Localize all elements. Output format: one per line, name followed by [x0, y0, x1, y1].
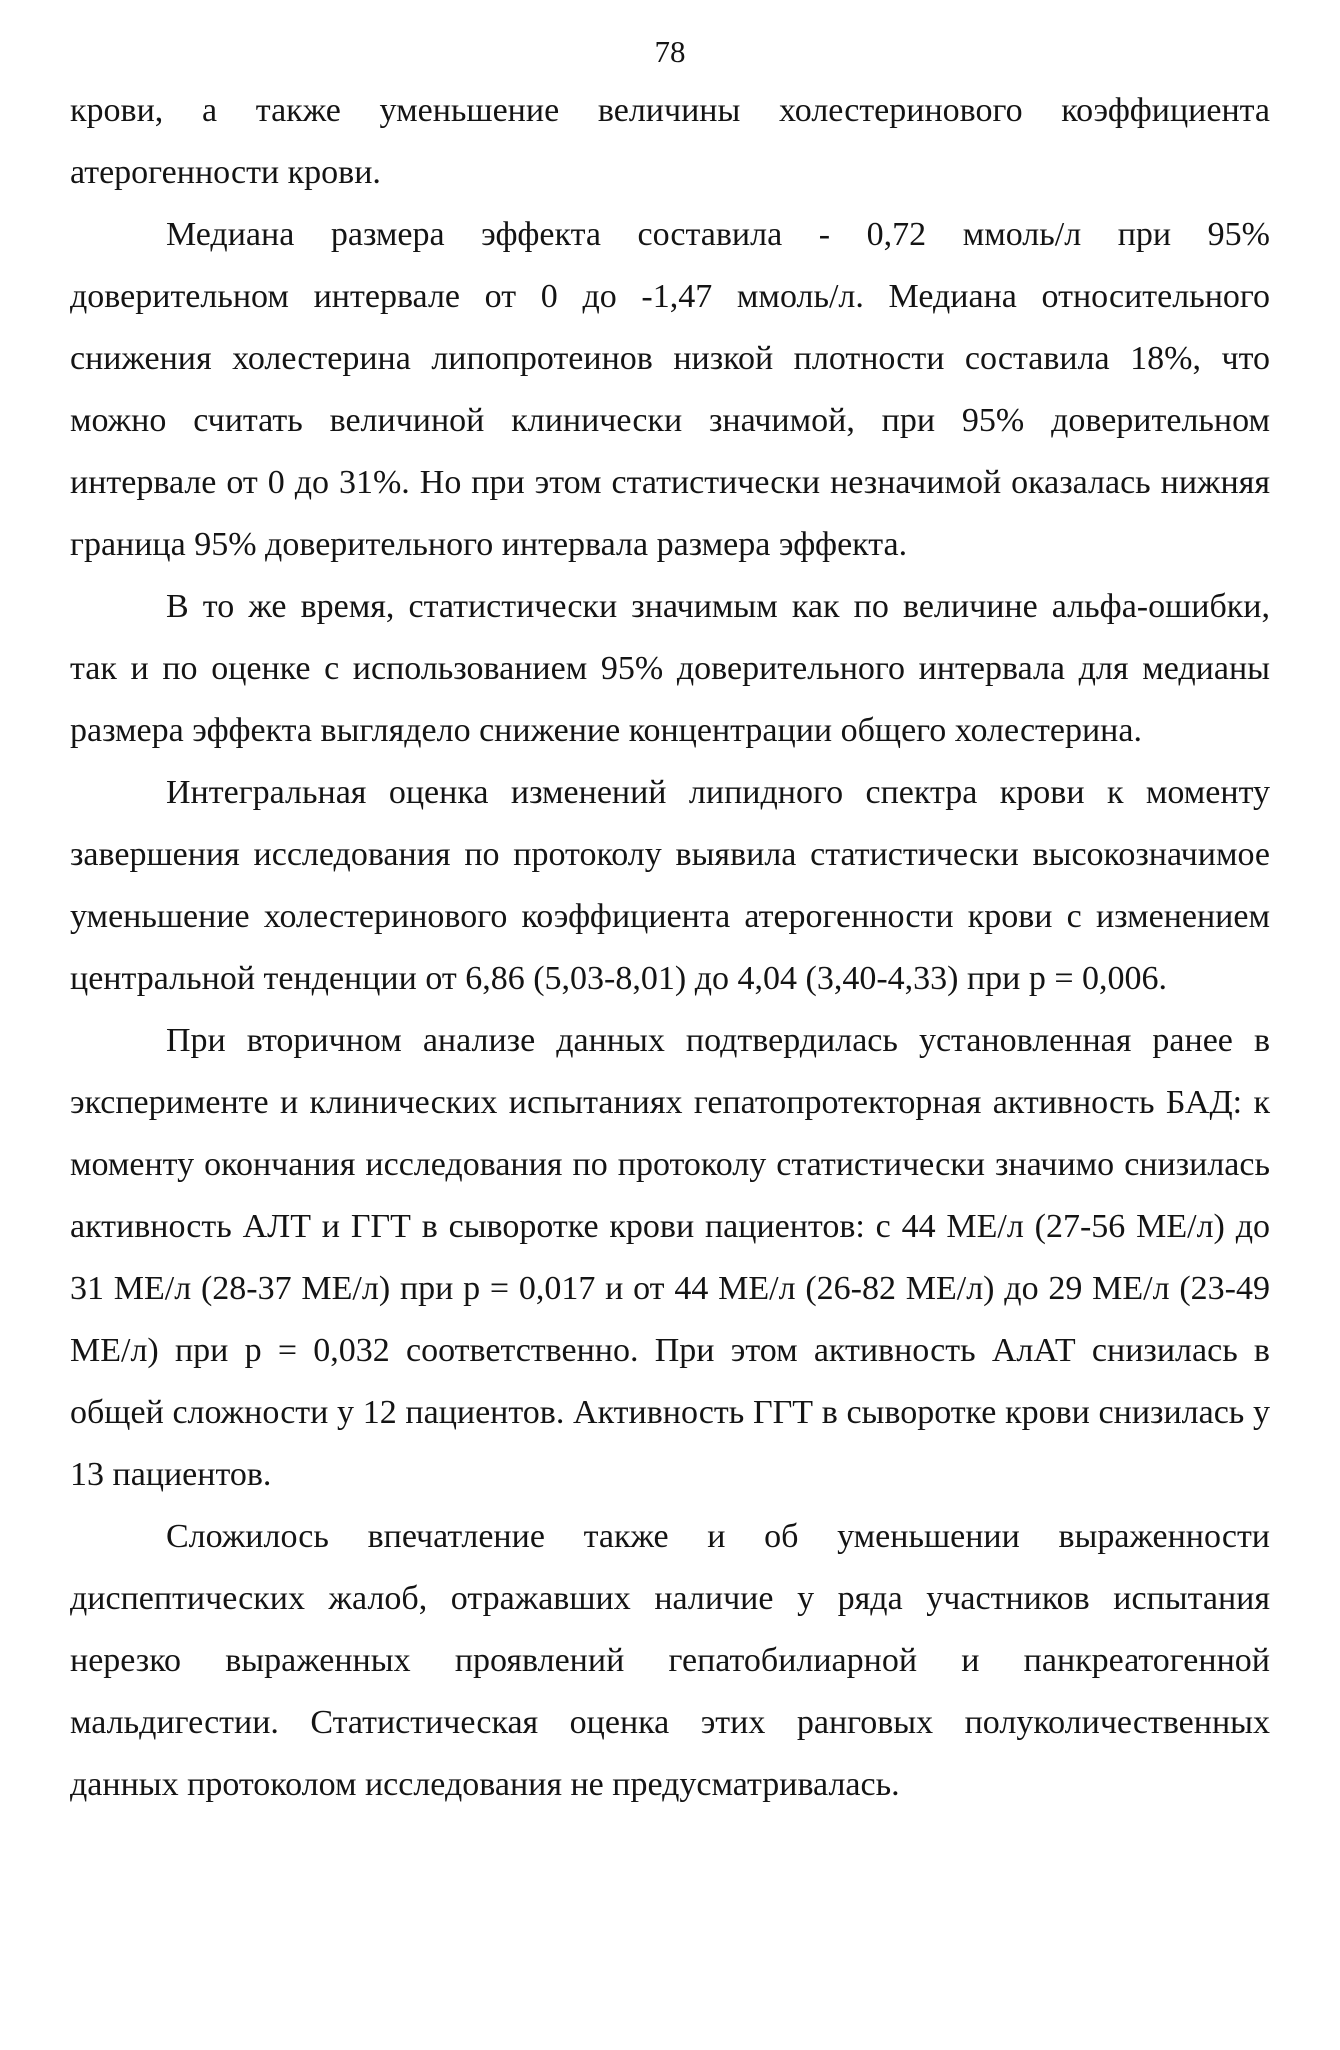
paragraph-4: Интегральная оценка изменений липидного спектра крови к моменту завершения исследования по протоколу выявила статистически высокозначимое уменьшение холестеринового коэффициента атерогенности крови с изменением центральной тенденции от 6,86 (5,03-8,01) до 4,04 (3,40-4,33) при p = 0,006. — [70, 774, 1270, 997]
text-body — [70, 80, 1270, 1816]
paragraph-2: Медиана размера эффекта составила - 0,72 ммоль/л при 95% доверительном интервале от 0 до -1,47 ммоль/л. Медиана относительного снижения холестерина липопротеинов низкой плотности составила 18%, что можно считать величиной клинически значимой, при 95% доверительном интервале от 0 до 31%. Но при этом статистически незначимой оказалась нижняя граница 95% доверительного интервала размера эффекта. — [70, 216, 1270, 563]
paragraph-3: В то же время, статистически значимым как по величине альфа-ошибки, так и по оценке с использованием 95% доверительного интервала для медианы размера эффекта выглядело снижение концентрации общего холестерина. — [70, 588, 1270, 749]
paragraph-5: При вторичном анализе данных подтвердилась установленная ранее в эксперименте и клинических испытаниях гепатопротекторная активность БАД: к моменту окончания исследования по протоколу статистически значимо снизилась активность АЛТ и ГГТ в сыворотке крови пациентов: с 44 МЕ/л (27-56 МЕ/л) до 31 МЕ/л (28-37 МЕ/л) при p = 0,017 и от 44 МЕ/л (26-82 МЕ/л) до 29 МЕ/л (23-49 МЕ/л) при p = 0,032 соответственно. При этом активность АлАТ снизилась в общей сложности у 12 пациентов. Активность ГГТ в сыворотке крови снизилась у 13 пациентов. — [70, 1022, 1270, 1493]
paragraph-6: Сложилось впечатление также и об уменьшении выраженности диспептических жалоб, отражавших наличие у ряда участников испытания нерезко выраженных проявлений гепатобилиарной и панкреатогенной мальдигестии. Статистическая оценка этих ранговых полуколичественных данных протоколом исследования не предусматривалась. — [70, 1518, 1270, 1803]
page-number: 78 — [654, 34, 686, 69]
paragraph-1: крови, а также уменьшение величины холестеринового коэффициента атерогенности крови. — [70, 92, 1270, 191]
